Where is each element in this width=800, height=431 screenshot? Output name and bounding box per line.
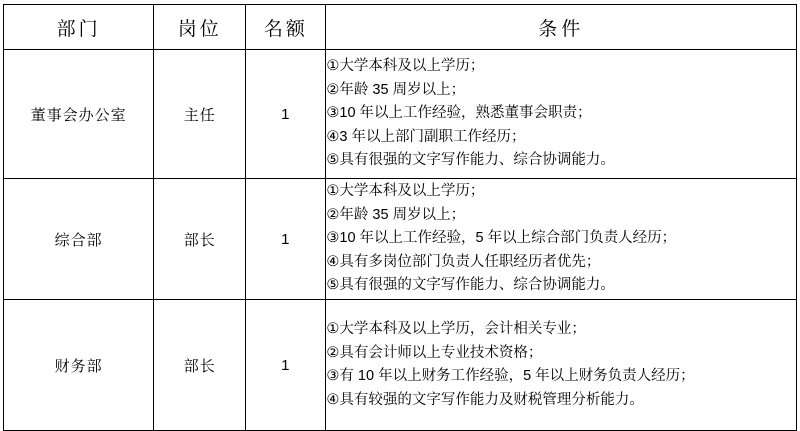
condition-line: ⑤具有很强的文字写作能力、综合协调能力。 <box>326 277 615 294</box>
condition-line: ①大学本科及以上学历； <box>326 58 485 75</box>
condition-line: ①大学本科及以上学历； <box>326 183 485 200</box>
table-header-row <box>4 5 797 50</box>
table-row <box>4 300 797 431</box>
condition-line: ③10 年以上工作经验，熟悉董事会职责； <box>326 105 592 122</box>
cell-post: 主任 <box>154 50 246 179</box>
table-row <box>4 179 797 300</box>
condition-line: ④具有多岗位部门负责人任职经历者优先； <box>326 253 601 270</box>
cell-post: 部长 <box>154 179 246 300</box>
cell-conditions <box>326 300 797 431</box>
cell-quota: 1 <box>246 300 326 431</box>
condition-line: ④3 年以上部门副职工作经历； <box>326 128 526 145</box>
cell-quota: 1 <box>246 179 326 300</box>
cell-department: 财务部 <box>4 300 154 431</box>
cell-conditions <box>326 50 797 179</box>
column-header-post: 岗位 <box>154 5 246 50</box>
condition-line: ④具有较强的文字写作能力及财税管理分析能力。 <box>326 391 644 408</box>
column-header-department: 部门 <box>4 5 154 50</box>
column-header-conditions: 条件 <box>326 5 797 50</box>
cell-department: 综合部 <box>4 179 154 300</box>
cell-conditions <box>326 179 797 300</box>
cell-quota: 1 <box>246 50 326 179</box>
table-row <box>4 50 797 179</box>
condition-line: ②年龄 35 周岁以上； <box>326 81 466 98</box>
cell-post: 部长 <box>154 300 246 431</box>
condition-line: ①大学本科及以上学历，会计相关专业； <box>326 321 586 337</box>
condition-line: ②具有会计师以上专业技术资格； <box>326 344 543 361</box>
column-header-quota: 名额 <box>246 5 326 50</box>
condition-line: ③10 年以上工作经验，5 年以上综合部门负责人经历； <box>326 230 677 247</box>
condition-line: ②年龄 35 周岁以上； <box>326 206 466 223</box>
condition-line: ③有 10 年以上财务工作经验，5 年以上财务负责人经历； <box>326 368 695 384</box>
recruitment-table <box>3 4 797 431</box>
cell-department: 董事会办公室 <box>4 50 154 179</box>
condition-line: ⑤具有很强的文字写作能力、综合协调能力。 <box>326 152 615 169</box>
